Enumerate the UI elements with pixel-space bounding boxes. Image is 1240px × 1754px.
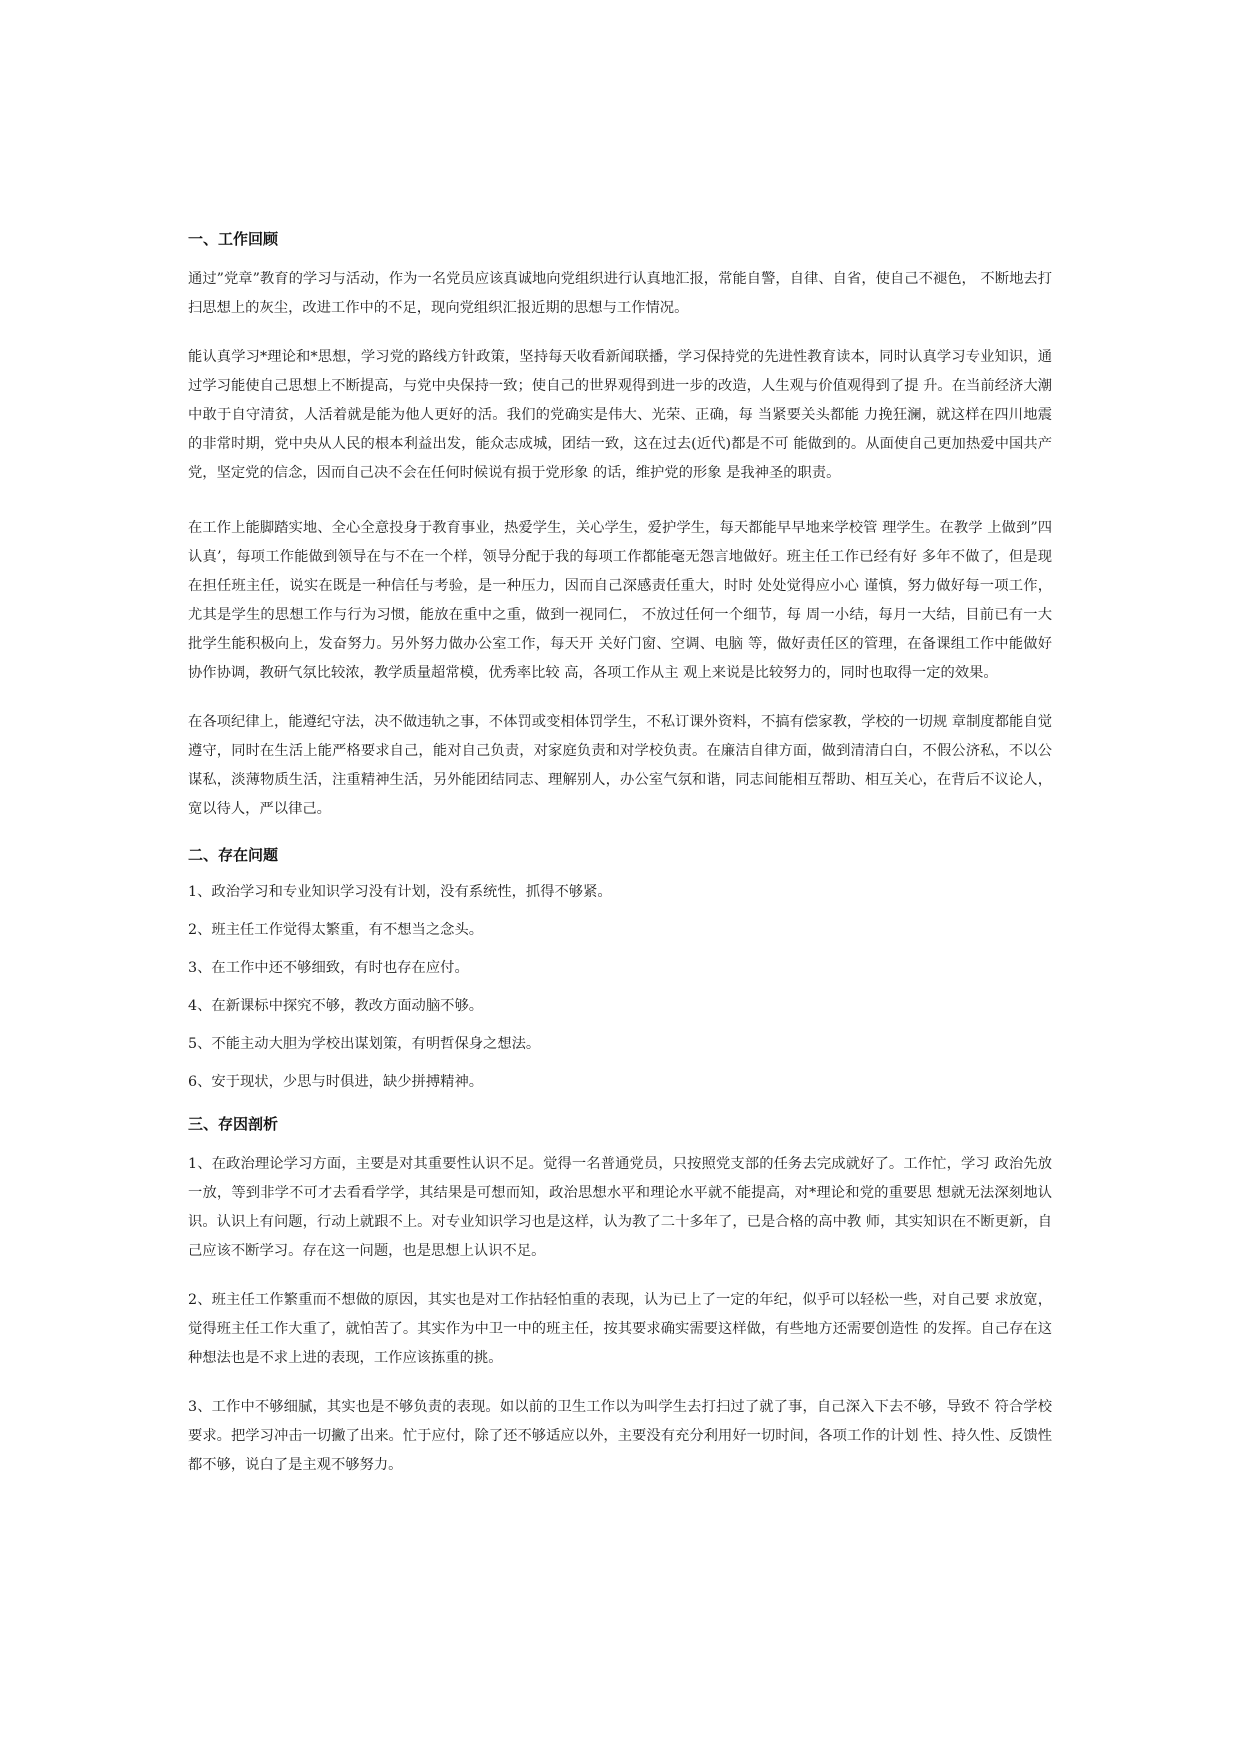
paragraph: 2、班主任工作繁重而不想做的原因，其实也是对工作拈轻怕重的表现，认为已上了一定的年纪，似乎可以轻松一些，对自己要 求放宽，觉得班主任工作大重了，就怕苦了。其实作为中卫一中的班主任，按其要求确实需要这样做，有些地方还需要创造性 的发挥。自己存在这种想法也是不求上进的表现，工作应该拣重的挑。 <box>188 1292 1052 1366</box>
list-item: 4、在新课标中探究不够，教改方面动脑不够。 <box>188 998 484 1014</box>
section-heading-cause-analysis: 三、存因剖析 <box>188 1115 279 1133</box>
paragraph: 1、在政治理论学习方面，主要是对其重要性认识不足。觉得一名普通党员，只按照党支部的任务去完成就好了。工作忙，学习 政治先放一放，等到非学不可才去看看学学，其结果是可想而知，政治思想水平和理论水平就不能提高，对*理论和党的重要思 想就无法深刻地认识。认识上有问题，行动上就跟不上。对专业知识学习也是这样，认为教了二十多年了，已是合格的高中教 师，其实知识在不断更新，自己应该不断学习。存在这一问题，也是思想上认识不足。 <box>188 1156 1052 1259</box>
list-item: 3、在工作中还不够细致，有时也存在应付。 <box>188 960 469 976</box>
document-body <box>188 228 1052 1480</box>
paragraph: 能认真学习*理论和*思想，学习党的路线方针政策，坚持每天收看新闻联播，学习保持党的先进性教育读本，同时认真学习专业知识，通过学习能使自己思想上不断提高，与党中央保持一致；使自己的世界观得到进一步的改造，人生观与价值观得到了提 升。在当前经济大潮中敢于自守清贫，人活着就是能为他人更好的活。我们的党确实是伟大、光荣、正确，每 当紧要关头都能 力挽狂澜，就这样在四川地震的非常时期，党中央从人民的根本利益出发，能众志成城，团结一致，这在过去(近代)都是不可 能做到的。从面使自己更加热爱中国共产党，坚定党的信念，因而自己决不会在任何时候说有损于党形象 的话，维护党的形象 是我神圣的职责。 <box>188 349 1052 481</box>
list-item: 5、不能主动大胆为学校出谋划策，有明哲保身之想法。 <box>188 1036 541 1052</box>
paragraph: 通过”党章”教育的学习与活动，作为一名党员应该真诚地向党组织进行认真地汇报，常能自警，自律、自省，使自己不褪色， 不断地去打扫思想上的灰尘，改进工作中的不足，现向党组织汇报近期的思想与工作情况。 <box>188 271 1053 316</box>
section-heading-work-review: 一、工作回顾 <box>188 230 279 248</box>
paragraph: 在工作上能脚踏实地、全心全意投身于教育事业，热爱学生，关心学生，爱护学生，每天都能早早地来学校管 理学生。在教学 上做到”四认真’，每项工作能做到领导在与不在一个样，领导分配于我的每项工作都能毫无怨言地做好。班主任工作已经有好 多年不做了，但是现在担任班主任，说实在既是一种信任与考验，是一种压力，因而自己深感责任重大，时时 处处觉得应小心 谨慎，努力做好每一项工作，尤其是学生的思想工作与行为习惯，能放在重中之重，做到一视同仁， 不放过任何一个细节，每 周一小结，每月一大结，目前已有一大批学生能积极向上，发奋努力。另外努力做办公室工作，每天开 关好门窗、空调、电脑 等，做好责任区的管理，在备课组工作中能做好协作协调，教研气氛比较浓，教学质量超常模，优秀率比较 高，各项工作从主 观上来说是比较努力的，同时也取得一定的效果。 <box>188 520 1052 681</box>
list-item: 6、安于现状，少思与时俱进，缺少拼搏精神。 <box>188 1074 484 1090</box>
paragraph: 在各项纪律上，能遵纪守法，决不做违轨之事，不体罚或变相体罚学生，不私订课外资料，不搞有偿家教，学校的一切规 章制度都能自觉遵守，同时在生活上能严格要求自己，能对自己负责，对家庭负责和对学校负责。在廉洁自律方面，做到清清白白，不假公济私，不以公谋私，淡薄物质生活，注重精神生活，另外能团结同志、理解别人，办公室气氛和谐，同志间能相互帮助、相互关心，在背后不议论人，宽以待人，严以律己。 <box>188 714 1052 817</box>
list-item: 2、班主任工作觉得太繁重，有不想当之念头。 <box>188 922 484 938</box>
paragraph: 3、工作中不够细腻，其实也是不够负责的表现。如以前的卫生工作以为叫学生去打扫过了就了事，自己深入下去不够，导致不 符合学校要求。把学习冲击一切撇了出来。忙于应付，除了还不够适应以外，主要没有充分利用好一切时间，各项工作的计划 性、持久性、反馈性都不够，说白了是主观不够努力。 <box>188 1399 1052 1473</box>
section-heading-problems: 二、存在问题 <box>188 846 279 864</box>
list-item: 1、政治学习和专业知识学习没有计划，没有系统性，抓得不够紧。 <box>188 884 612 900</box>
